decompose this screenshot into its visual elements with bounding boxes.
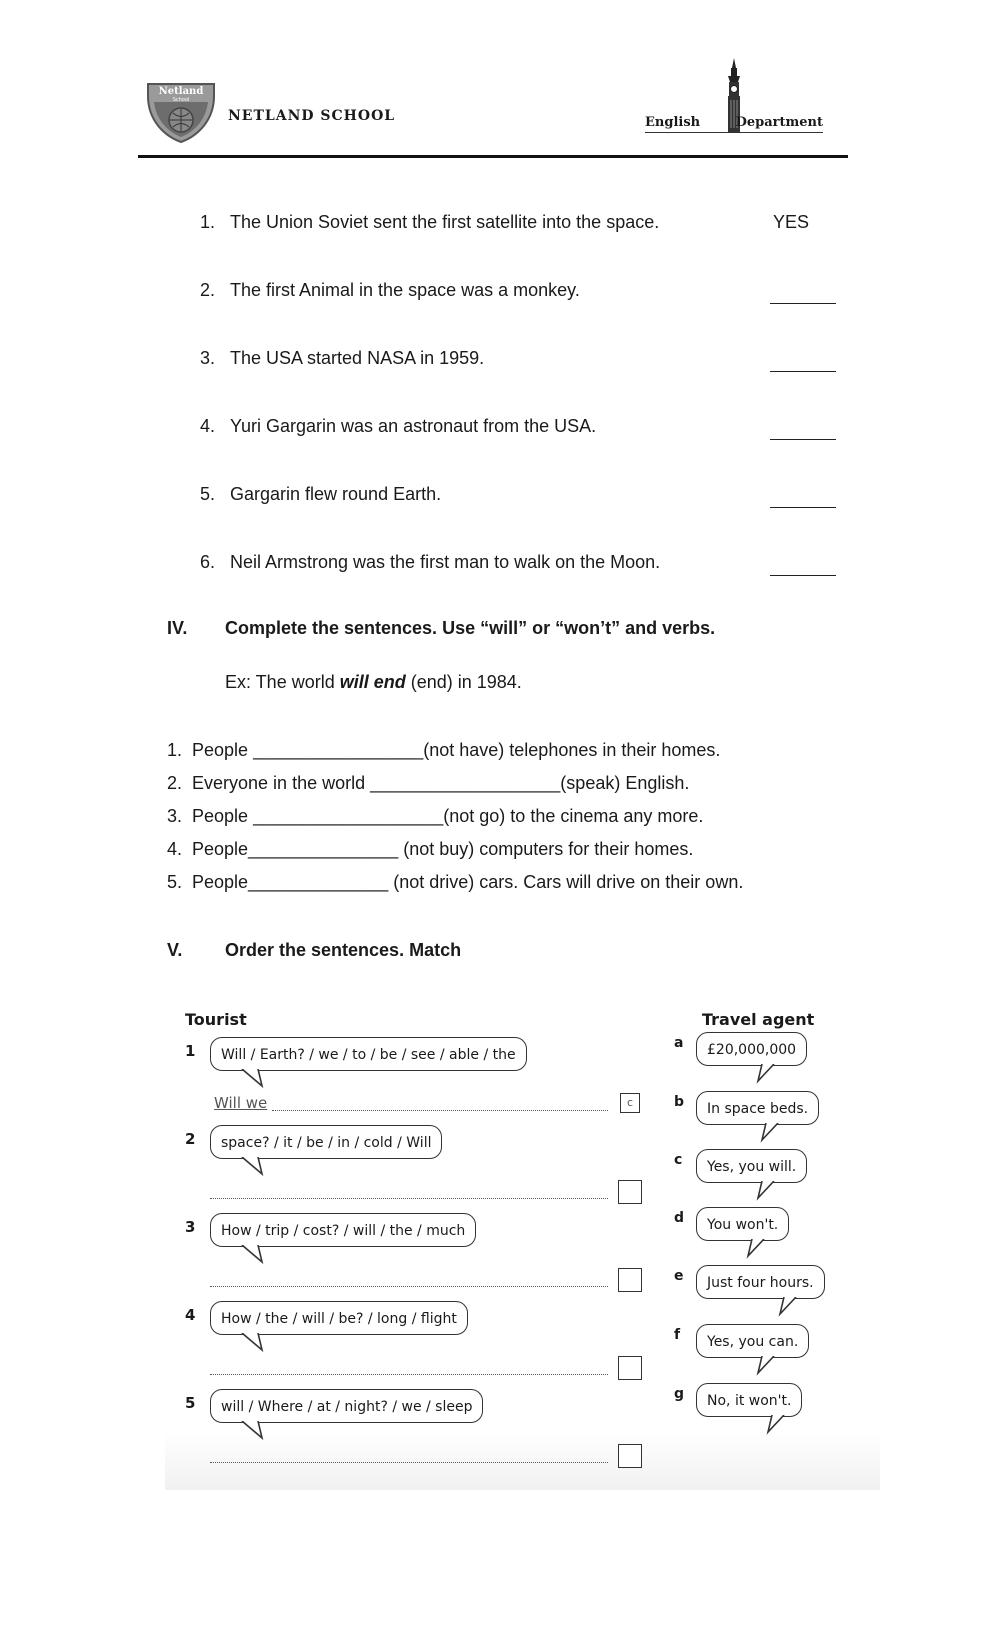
tourist-answer-line-2[interactable]: [210, 1198, 608, 1199]
agent-tail-g: [766, 1415, 796, 1435]
tourist-answer-line-4[interactable]: [210, 1374, 608, 1375]
agent-tail-f: [756, 1356, 786, 1376]
tourist-number-4: 4: [185, 1306, 196, 1324]
agent-tail-c: [756, 1181, 786, 1201]
agent-header: Travel agent: [702, 1010, 815, 1029]
agent-letter-e: e: [674, 1268, 684, 1284]
section-4-example: Ex: The world will end (end) in 1984.: [225, 672, 522, 692]
match-box-1[interactable]: c: [620, 1093, 640, 1113]
example-answer: will end: [339, 672, 406, 692]
tf-item-1: 1. The Union Soviet sent the first satellite into the space.: [200, 212, 660, 232]
department-right-text: Department: [735, 115, 823, 130]
fill-item-2[interactable]: 2. Everyone in the world ___________________(speak) English.: [167, 773, 690, 793]
agent-letter-d: d: [674, 1210, 685, 1226]
tourist-number-1: 1: [185, 1042, 196, 1060]
fill-item-4[interactable]: 4. People_______________ (not buy) computers for their homes.: [167, 839, 694, 859]
logo-subtext: School: [172, 97, 190, 103]
tourist-answer-line-3[interactable]: [210, 1286, 608, 1287]
tf-answer-blank-2[interactable]: [770, 303, 836, 304]
agent-letter-g: g: [674, 1386, 685, 1402]
bubble-tail-5: [240, 1421, 270, 1441]
tourist-bubble-4: How / the / will / be? / long / flight: [210, 1301, 468, 1335]
department-left-text: English: [645, 115, 701, 130]
tf-answer-blank-4[interactable]: [770, 439, 836, 440]
department-underline: [645, 132, 823, 133]
tourist-answer-1[interactable]: Will we: [214, 1094, 268, 1112]
tf-answer-1[interactable]: YES: [773, 212, 810, 232]
tf-item-5: 5. Gargarin flew round Earth.: [200, 484, 442, 504]
agent-tail-d: [746, 1239, 776, 1259]
tourist-bubble-5: will / Where / at / night? / we / sleep: [210, 1389, 483, 1423]
tf-answer-blank-6[interactable]: [770, 575, 836, 576]
tourist-bubble-1: Will / Earth? / we / to / be / see / able / the: [210, 1037, 527, 1071]
tourist-header: Tourist: [185, 1010, 247, 1029]
school-name: NETLAND SCHOOL: [228, 108, 396, 124]
section-5-number: V.: [167, 940, 183, 960]
tf-item-3: 3. The USA started NASA in 1959.: [200, 348, 485, 368]
bubble-tail-2: [240, 1157, 270, 1177]
tf-item-4: 4. Yuri Gargarin was an astronaut from the USA.: [200, 416, 597, 436]
tourist-number-5: 5: [185, 1394, 196, 1412]
match-box-5[interactable]: [618, 1444, 642, 1468]
department-heading: [645, 58, 823, 138]
tourist-bubble-2: space? / it / be / in / cold / Will: [210, 1125, 442, 1159]
agent-tail-e: [778, 1297, 808, 1317]
agent-bubble-a: £20,000,000: [696, 1032, 807, 1066]
logo-text: Netland: [158, 86, 204, 97]
match-box-4[interactable]: [618, 1356, 642, 1380]
agent-tail-a: [756, 1064, 786, 1084]
tf-answer-blank-3[interactable]: [770, 371, 836, 372]
agent-letter-b: b: [674, 1094, 685, 1110]
agent-bubble-b: In space beds.: [696, 1091, 819, 1125]
agent-bubble-f: Yes, you can.: [696, 1324, 809, 1358]
fill-item-3[interactable]: 3. People ___________________(not go) to the cinema any more.: [167, 806, 704, 826]
bubble-tail-1: [240, 1069, 270, 1089]
agent-bubble-c: Yes, you will.: [696, 1149, 807, 1183]
agent-bubble-d: You won't.: [696, 1207, 789, 1241]
agent-letter-a: a: [674, 1035, 684, 1051]
agent-letter-c: c: [674, 1152, 683, 1168]
match-box-3[interactable]: [618, 1268, 642, 1292]
fill-item-1[interactable]: 1. People _________________(not have) telephones in their homes.: [167, 740, 721, 760]
section-4-title: Complete the sentences. Use “will” or “won’t” and verbs.: [225, 618, 716, 638]
bubble-tail-4: [240, 1333, 270, 1353]
tourist-answer-line-5[interactable]: [210, 1462, 608, 1463]
agent-letter-f: f: [674, 1327, 681, 1343]
tourist-answer-line-1[interactable]: [272, 1110, 608, 1111]
fill-item-5[interactable]: 5. People______________ (not drive) cars. Cars will drive on their own.: [167, 872, 744, 892]
school-logo: [146, 82, 216, 144]
match-box-2[interactable]: [618, 1180, 642, 1204]
section-5-title: Order the sentences. Match: [225, 940, 462, 960]
agent-bubble-e: Just four hours.: [696, 1265, 825, 1299]
tourist-number-2: 2: [185, 1130, 196, 1148]
tourist-number-3: 3: [185, 1218, 196, 1236]
tf-answer-blank-5[interactable]: [770, 507, 836, 508]
tf-item-2: 2. The first Animal in the space was a monkey.: [200, 280, 580, 300]
bubble-tail-3: [240, 1245, 270, 1265]
tourist-bubble-3: How / trip / cost? / will / the / much: [210, 1213, 476, 1247]
agent-tail-b: [760, 1123, 790, 1143]
header-rule: [138, 155, 848, 158]
section-4-number: IV.: [167, 618, 188, 638]
tf-item-6: 6. Neil Armstrong was the first man to walk on the Moon.: [200, 552, 661, 572]
agent-bubble-g: No, it won't.: [696, 1383, 802, 1417]
